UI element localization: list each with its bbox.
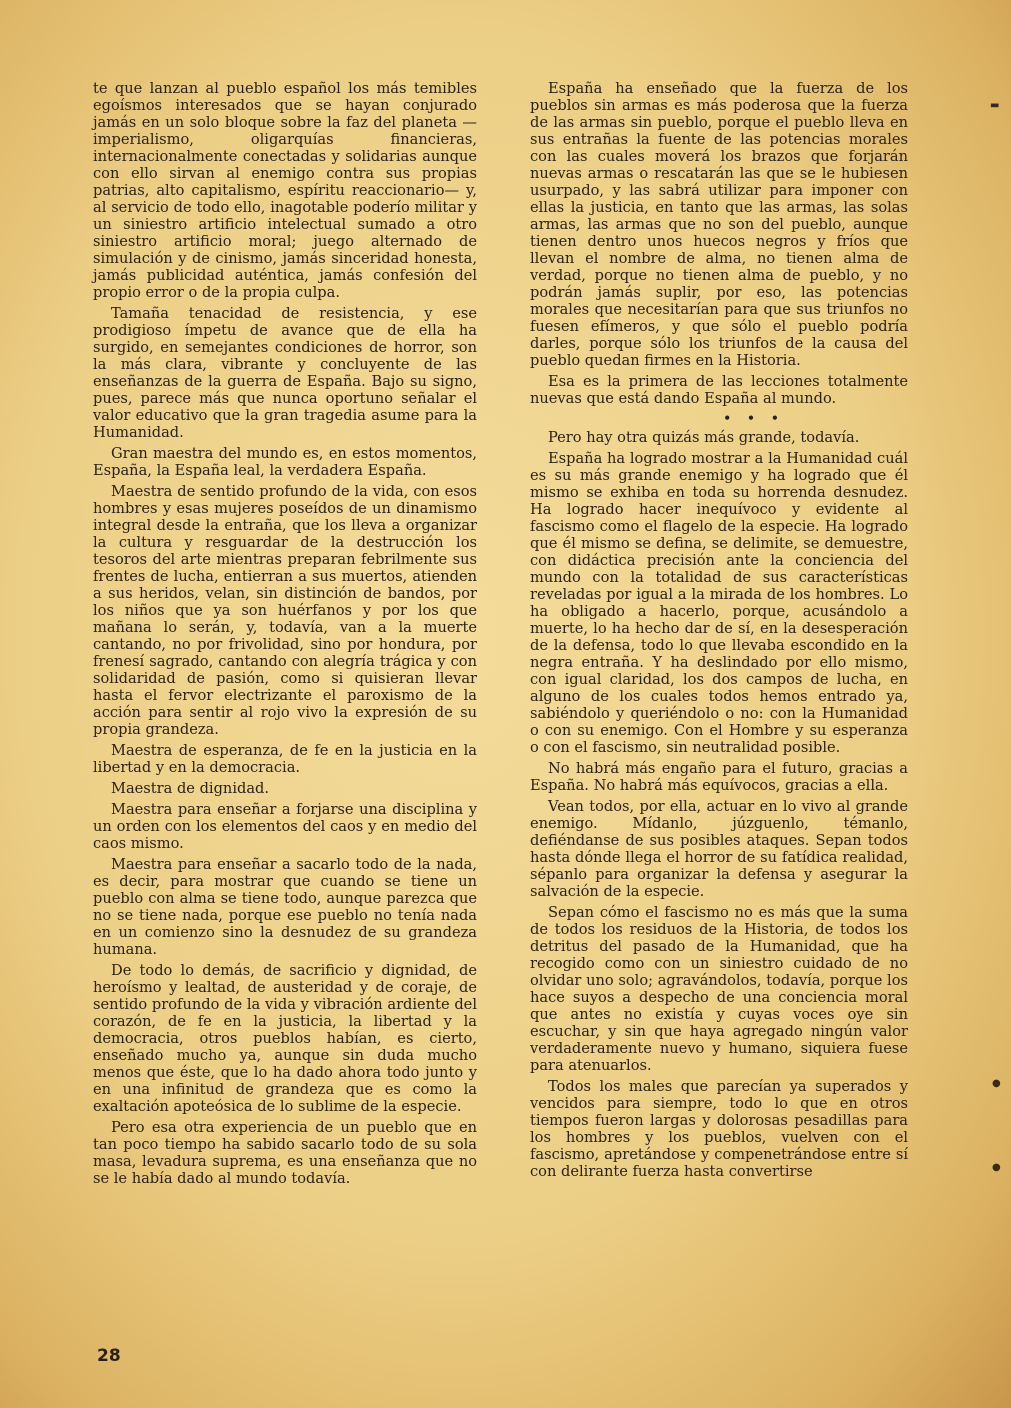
paragraph: Maestra de esperanza, de fe en la justicia en la libertad y en la democracia.	[93, 742, 477, 776]
paragraph: Maestra de sentido profundo de la vida, con esos hombres y esas mujeres poseídos de un dinamismo integral desde la entraña, que los lleva a organizar la cultura y resguardar de la destrucción los tesoros del arte mientras preparan febrilmente sus frentes de lucha, entierran a sus muertos, atienden a sus heridos, velan, sin distinción de bandos, por los niños que ya son huérfanos y por los que mañana lo serán, y, todavía, van a la muerte cantando, no por frivolidad, sino por hondura, por frenesí sagrado, cantando con alegría trágica y con solidaridad de pasión, como si quisieran llevar hasta el fervor electrizante el paroxismo de la acción para sentir al rojo vivo la expresión de su propia grandeza.	[93, 483, 477, 738]
section-separator: • • •	[723, 411, 785, 425]
right-column	[530, 80, 908, 1184]
margin-mark: ▬	[990, 100, 1000, 111]
paragraph: España ha enseñado que la fuerza de los pueblos sin armas es más poderosa que la fuerza de las armas sin pueblo, porque el pueblo lleva en sus entrañas la fuente de las potencias morales con las cuales moverá los brazos que forjarán nuevas armas o rescatarán las que se le hubiesen usurpado, y las sabrá utilizar para imponer con ellas la justicia, en tanto que las armas, las solas armas, las armas que no son del pueblo, aunque tienen dentro unos huecos negros y fríos que llevan el nombre de alma, no tienen alma de verdad, porque no tienen alma de pueblo, y no podrán jamás suplir, por eso, las potencias morales que necesitarían para que sus triunfos no fuesen efímeros, y que sólo el pueblo podría darles, porque sólo los triunfos de la causa del pueblo quedan firmes en la Historia.	[530, 80, 908, 369]
paragraph: De todo lo demás, de sacrificio y dignidad, de heroísmo y lealtad, de austeridad y de coraje, de sentido profundo de la vida y vibración ardiente del corazón, de fe en la justicia, la libertad y la democracia, otros pueblos habían, es cierto, enseñado mucho ya, aunque sin duda mucho menos que éste, que lo ha dado ahora todo junto y en una infinitud de grandeza que es como la exaltación apoteósica de lo sublime de la especie.	[93, 962, 477, 1115]
paragraph: Esa es la primera de las lecciones totalmente nuevas que está dando España al mundo.	[530, 373, 908, 407]
paragraph: España ha logrado mostrar a la Humanidad cuál es su más grande enemigo y ha logrado que él mismo se exhiba en toda su horrenda desnudez. Ha logrado hacer inequívoco y evidente al fascismo como el flagelo de la especie. Ha logrado que él mismo se defina, se delimite, se demuestre, con didáctica precisión ante la conciencia del mundo con la totalidad de sus características reveladas por igual a la mirada de los hombres. Lo ha obligado a hacerlo, porque, acusándolo a muerte, lo ha hecho dar de sí, en la desesperación de la defensa, todo lo que llevaba escondido en la negra entraña. Y ha deslindado por ello mismo, con igual claridad, los dos campos de lucha, en alguno de los cuales todos hemos entrado ya, sabiéndolo y queriéndolo o no: con la Humanidad o con su enemigo. Con el Hombre y su esperanza o con el fascismo, sin neutralidad posible.	[530, 450, 908, 756]
paragraph: No habrá más engaño para el futuro, gracias a España. No habrá más equívocos, gracias a ella.	[530, 760, 908, 794]
paragraph: Gran maestra del mundo es, en estos momentos, España, la España leal, la verdadera España.	[93, 445, 477, 479]
left-column	[93, 80, 477, 1191]
paragraph: Pero esa otra experiencia de un pueblo que en tan poco tiempo ha sabido sacarlo todo de su sola masa, levadura suprema, es una enseñanza que no se le había dado al mundo todavía.	[93, 1119, 477, 1187]
paragraph: Pero hay otra quizás más grande, todavía.	[548, 429, 860, 446]
paragraph: Maestra para enseñar a sacarlo todo de la nada, es decir, para mostrar que cuando se tiene un pueblo con alma se tiene todo, aunque parezca que no se tiene nada, porque ese pueblo no tenía nada en un comienzo sino la desnudez de su grandeza humana.	[93, 856, 477, 958]
paragraph: Sepan cómo el fascismo no es más que la suma de todos los residuos de la Historia, de todos los detritus del pasado de la Humanidad, que ha recogido como con un siniestro cuidado de no olvidar uno solo; agravándolos, todavía, porque los hace suyos a despecho de una conciencia moral que antes no existía y cuyas voces oye sin escuchar, y sin que haya agregado ningún valor verdaderamente nuevo y humano, siquiera fuese para atenuarlos.	[530, 904, 908, 1074]
paragraph: Vean todos, por ella, actuar en lo vivo al grande enemigo. Mídanlo, júzguenlo, témanlo, defiéndanse de sus posibles ataques. Sepan todos hasta dónde llega el horror de su fatídica realidad, sépanlo para organizar la defensa y asegurar la salvación de la especie.	[530, 798, 908, 900]
paragraph: Maestra para enseñar a forjarse una disciplina y un orden con los elementos del caos y en medio del caos mismo.	[93, 801, 477, 852]
page-number: 28	[97, 1346, 121, 1366]
paragraph: Todos los males que parecían ya superados y vencidos para siempre, todo lo que en otros tiempos fueron largas y dolorosas pesadillas para los hombres y los pueblos, vuelven con el fascismo, apretándose y compenetrándose entre sí con delirante fuerza hasta convertirse	[530, 1078, 908, 1180]
paragraph: te que lanzan al pueblo español los más temibles egoísmos interesados que se hayan conjurado jamás en un solo bloque sobre la faz del planeta —imperialismo, oligarquías financieras, internacionalmente conectadas y solidarias aunque con ello sirvan al enemigo contra sus propias patrias, alto capitalismo, espíritu reaccionario— y, al servicio de todo ello, inagotable poderío militar y un siniestro artificio intelectual sumado a otro siniestro artificio moral; juego alternado de simulación y de cinismo, jamás sinceridad honesta, jamás publicidad auténtica, jamás confesión del propio error o de la propia culpa.	[93, 80, 477, 301]
paragraph: Tamaña tenacidad de resistencia, y ese prodigioso ímpetu de avance que de ella ha surgido, en semejantes condiciones de horror, son la más clara, vibrante y concluyente de las enseñanzas de la guerra de España. Bajo su signo, pues, parece más que nunca oportuno señalar el valor educativo que la gran tragedia asume para la Humanidad.	[93, 305, 477, 441]
margin-mark: ●	[992, 1078, 1001, 1089]
margin-mark: ●	[992, 1162, 1001, 1173]
paragraph: Maestra de dignidad.	[111, 780, 270, 797]
